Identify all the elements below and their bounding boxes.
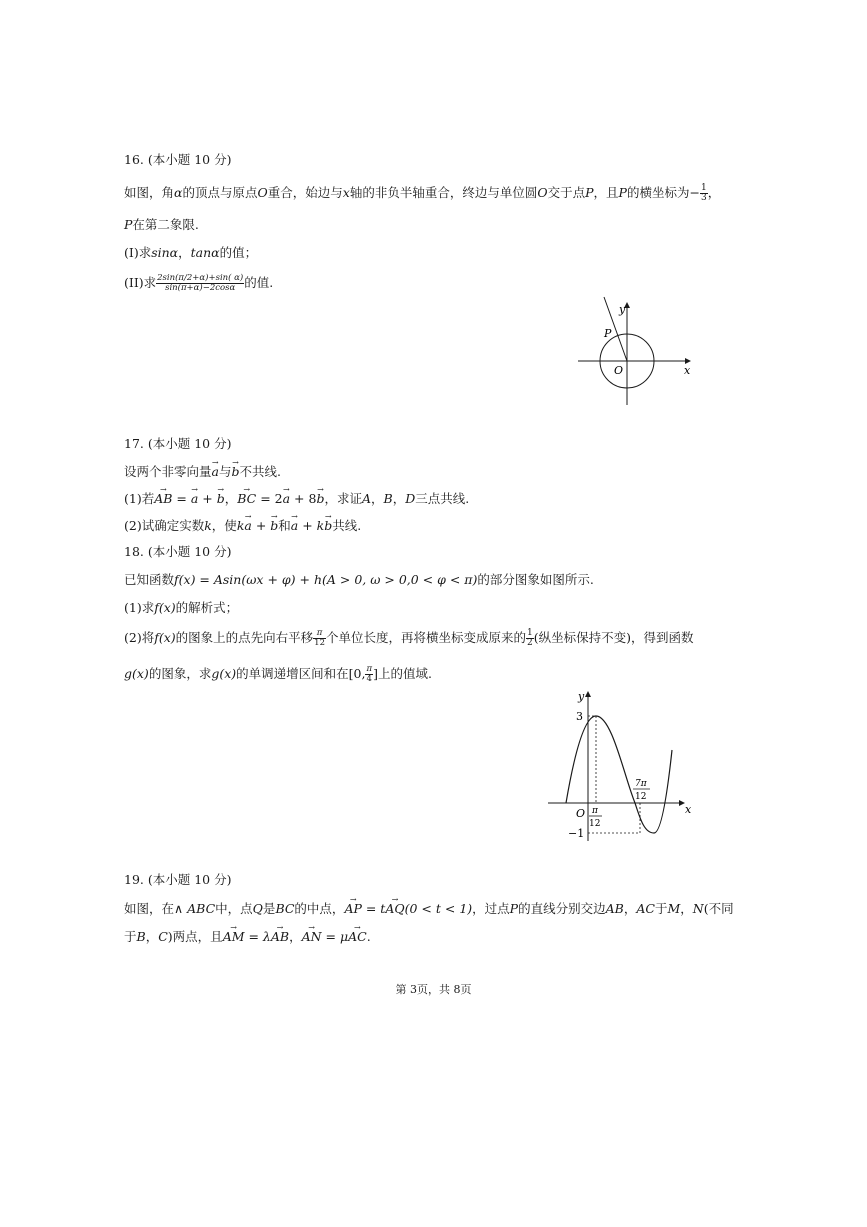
half-fraction: $\frac{1}{2}$ xyxy=(527,627,533,648)
shift-fraction: $\frac{\pi}{12}$ xyxy=(314,628,325,648)
label-3: 3 xyxy=(576,710,583,723)
q17-header: 17. (本小题 10 分) xyxy=(124,436,232,451)
label-y: y xyxy=(619,303,626,316)
q18-header: 18. (本小题 10 分) xyxy=(124,544,232,559)
label-P: P xyxy=(604,327,612,340)
page-footer: 第 3页，共 8页 xyxy=(395,983,472,996)
q17-part2: (2)试确定实数k，使k→ a + → b和→ a + k→ b共线. xyxy=(124,516,361,536)
label-O: O xyxy=(576,807,586,820)
interval-fraction: $\frac{\pi}{4}$ xyxy=(366,664,373,684)
q16-unit-circle-figure xyxy=(570,295,700,413)
q18-part2-cont: g(x)的图象，求g(x)的单调递增区间和在[0, $\frac{\pi}{4}$ ]上的值域. xyxy=(124,664,432,684)
fraction: $\frac{1}{3}$ xyxy=(700,182,707,203)
label-O: O xyxy=(614,364,624,377)
tick2-den: 12 xyxy=(635,792,647,802)
q19-statement-line2: 于B，C)两点，且→ AM = λ→ AB，→ AN = μ→ AC. xyxy=(124,927,371,947)
q17-part1: (1)若→ AB = → a + → b，→ BC = 2→ a + 8→ b，求证A，B，D三点共线. xyxy=(124,489,469,509)
expression-fraction: $\frac{2\sin(\pi/2+\alpha)+\sin( \alpha)}{\sin(\pi+\alpha)-2\cos\alpha}$ xyxy=(157,273,244,293)
label-x: x xyxy=(685,803,692,816)
tick1-den: 12 xyxy=(589,819,601,829)
tick2-num: 7π xyxy=(635,779,647,789)
q16-header: 16. (本小题 10 分) xyxy=(124,152,232,167)
q18-statement: 已知函数f(x) = Asin(ωx + φ) + h(A > 0, ω > 0,0 < φ < π)的部分图象如图所示. xyxy=(124,572,594,587)
q16-statement-line1: 如图，角α的顶点与原点O重合，始边与x轴的非负半轴重合，终边与单位圆O交于点P，且P的横坐标为− $\frac{1}{3}$ ， xyxy=(124,182,721,203)
label-y: y xyxy=(578,690,585,703)
q16-part1: (I)求sinα，tanα的值； xyxy=(124,245,258,260)
q16-statement-line2: P在第二象限. xyxy=(124,217,199,232)
label-x: x xyxy=(684,364,691,377)
q18-part2: (2)将f(x)的图象上的点先向右平移 $\frac{\pi}{12}$ 个单位长度，再将横坐标变成原来的 $\frac{1}{2}$ (纵坐标保持不变)，得到函数 xyxy=(124,627,694,648)
tick1-num: π xyxy=(592,806,598,816)
q18-sine-graph-figure xyxy=(540,686,700,849)
q17-statement: 设两个非零向量→ a与→ b不共线. xyxy=(124,462,281,482)
q18-part1: (1)求f(x)的解析式； xyxy=(124,600,239,615)
label-minus1: −1 xyxy=(568,827,585,840)
q19-statement-line1: 如图，在∧ ABC中，点Q是BC的中点，→ AP = t→ AQ(0 < t < 1)，过点P的直线分别交边AB，AC于M，N(不同 xyxy=(124,899,734,919)
q16-part2: (II)求 $\frac{2\sin(\pi/2+\alpha)+\sin( \alpha)}{\sin(\pi+\alpha)-2\cos\alpha}$ 的值. xyxy=(124,273,274,293)
q19-header: 19. (本小题 10 分) xyxy=(124,872,232,887)
